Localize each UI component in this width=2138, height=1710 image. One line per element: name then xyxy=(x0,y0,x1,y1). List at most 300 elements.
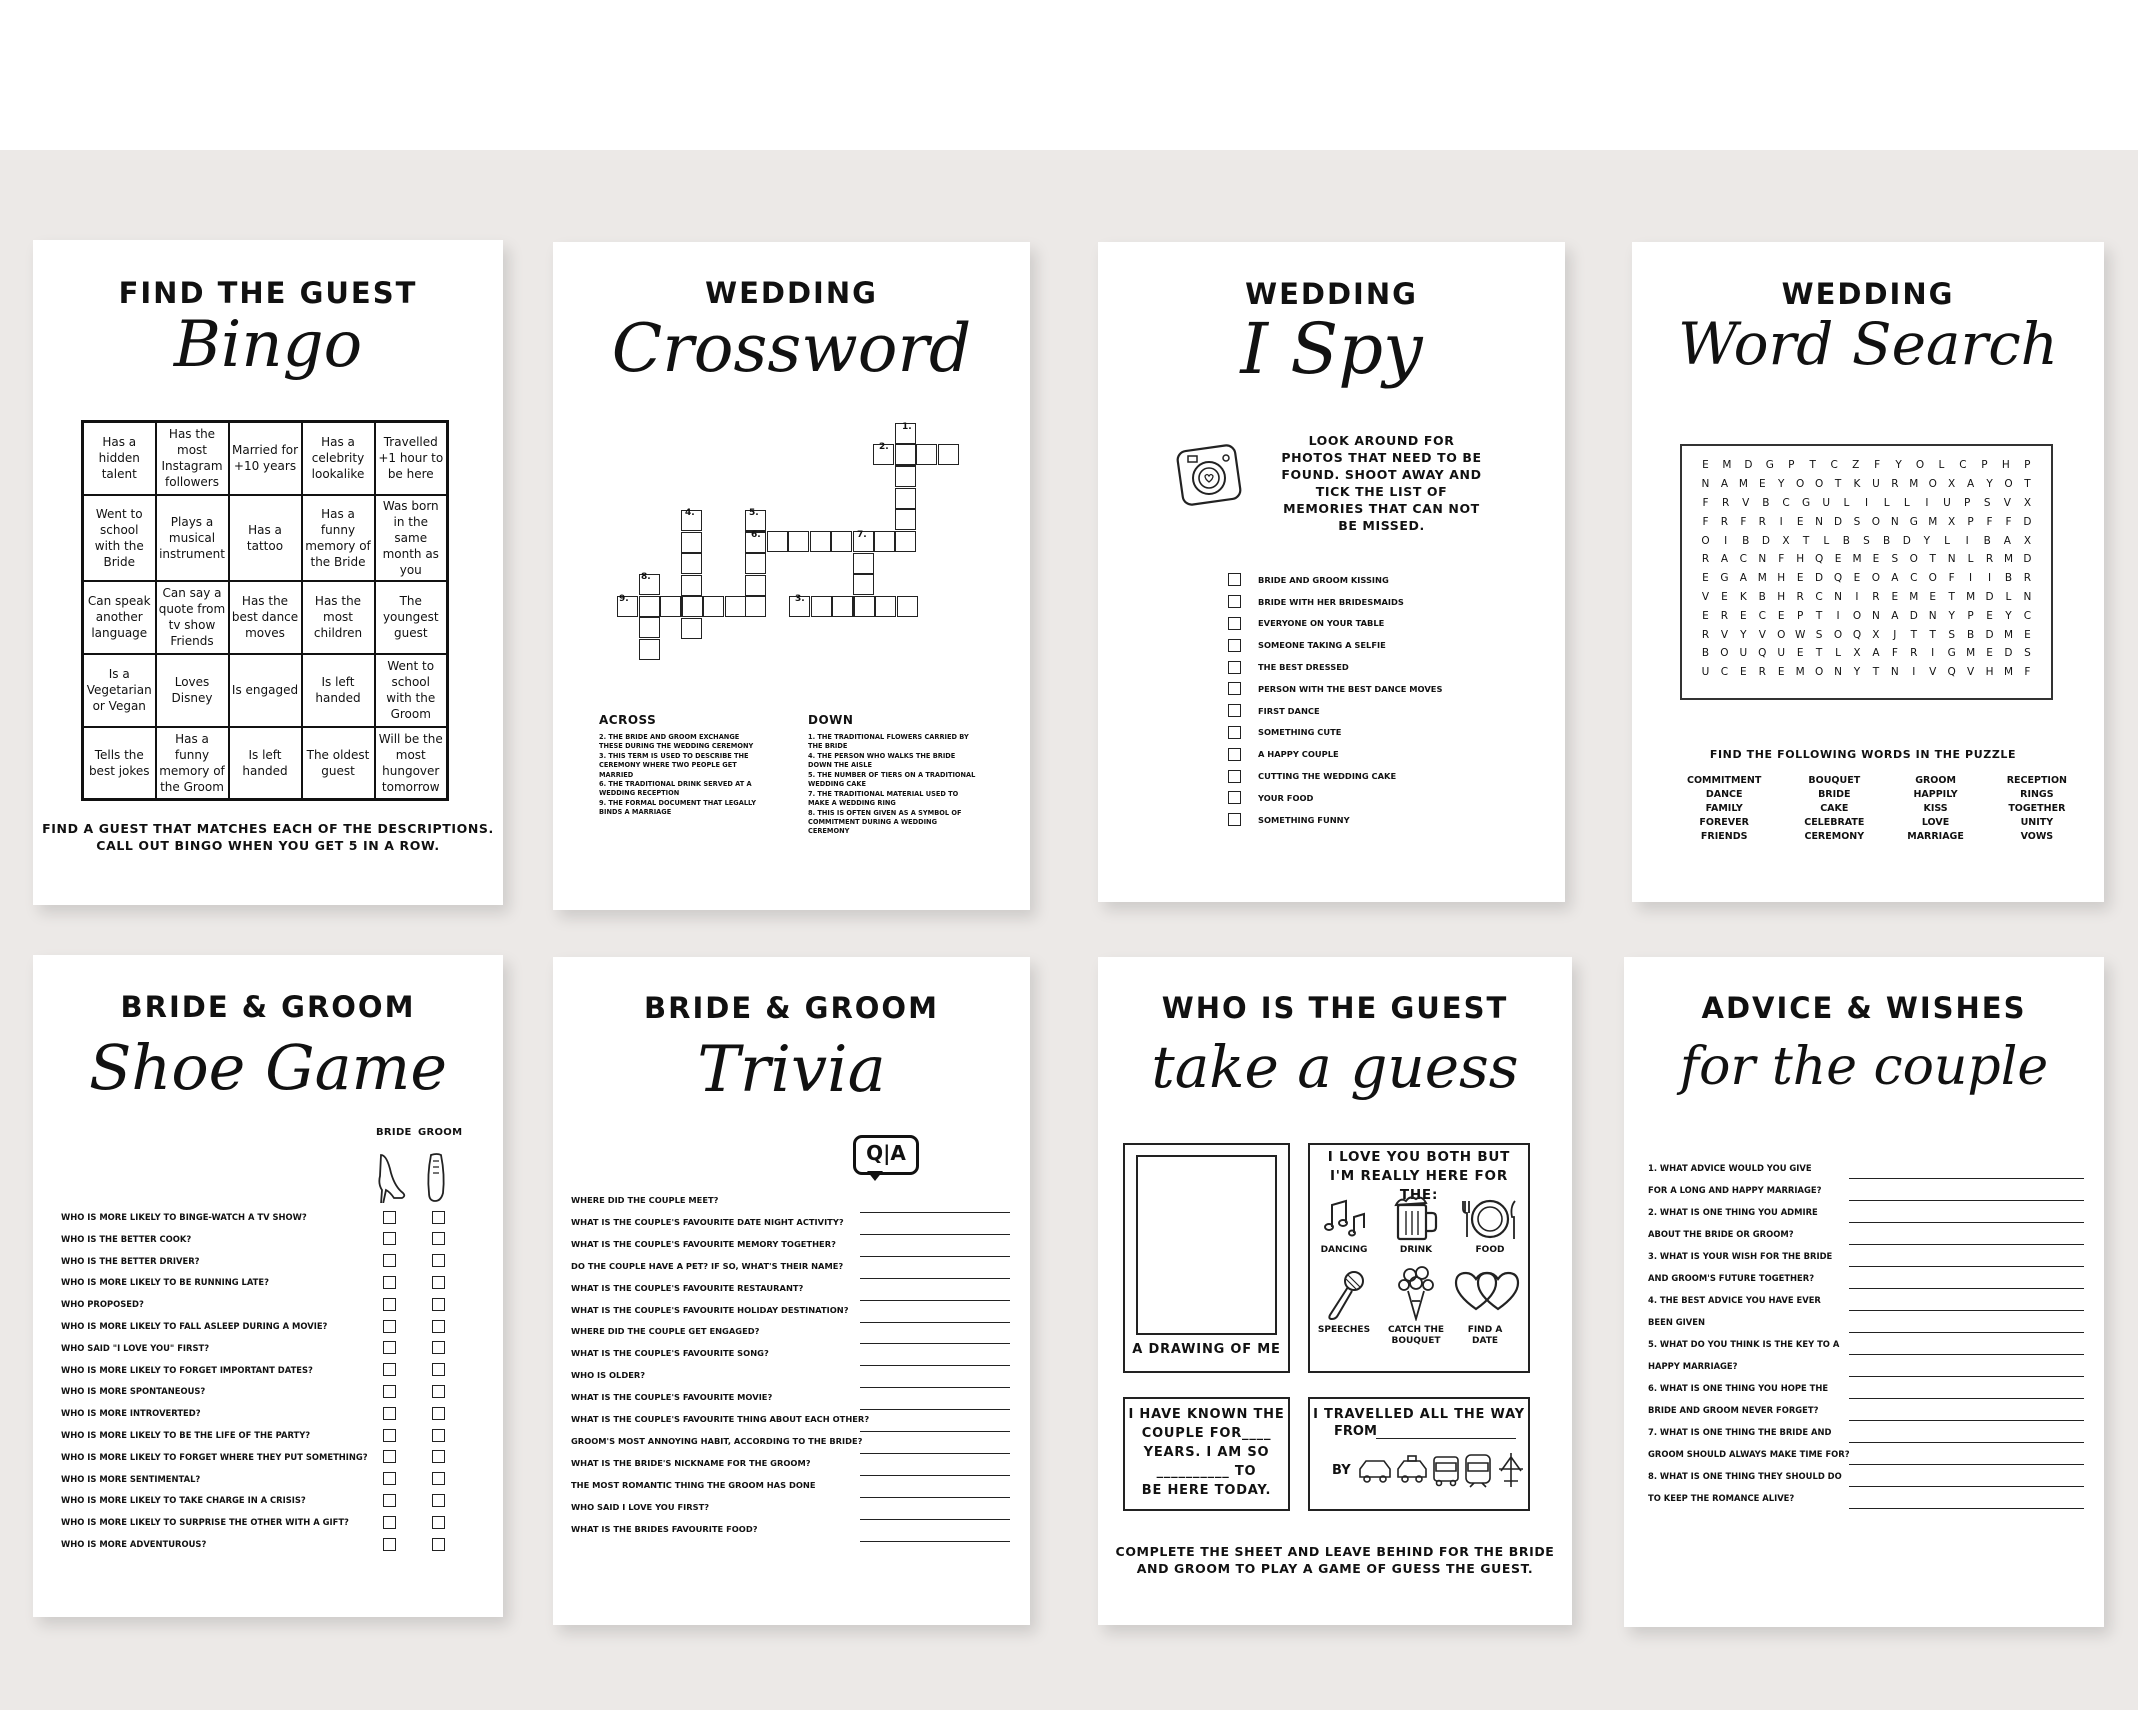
answer-line[interactable] xyxy=(1849,1178,2084,1179)
wordsearch-word: DANCE xyxy=(1705,789,1743,800)
advice-row xyxy=(1648,1295,2084,1317)
answer-line[interactable] xyxy=(860,1453,1010,1454)
bingo-cell: Has the best dance moves xyxy=(229,581,302,654)
wordsearch-row: E M D G P T C Z F Y O L C P H P xyxy=(1702,459,2031,472)
bride-checkbox[interactable] xyxy=(383,1298,396,1311)
trivia-title: BRIDE & GROOM xyxy=(644,991,939,1025)
advice-row xyxy=(1648,1427,2084,1449)
groom-checkbox[interactable] xyxy=(432,1472,445,1485)
ispy-item-label: YOUR FOOD xyxy=(1258,792,1314,803)
bride-checkbox[interactable] xyxy=(383,1494,396,1507)
trivia-question: DO THE COUPLE HAVE A PET? IF SO, WHAT'S THEIR NAME? xyxy=(571,1260,844,1271)
train-icon xyxy=(1466,1455,1490,1487)
shoegame-question: WHO IS MORE LIKELY TO FORGET IMPORTANT DATES? xyxy=(61,1364,313,1375)
answer-line[interactable] xyxy=(1849,1222,2084,1223)
answer-line[interactable] xyxy=(860,1322,1010,1323)
answer-line[interactable] xyxy=(1849,1310,2084,1311)
bingo-cell: Loves Disney xyxy=(156,654,229,727)
wordsearch-word: FAMILY xyxy=(1705,803,1743,814)
bingo-caption-2: CALL OUT BINGO WHEN YOU GET 5 IN A ROW. xyxy=(96,838,440,853)
wordsearch-word: BOUQUET xyxy=(1808,775,1861,786)
bride-checkbox[interactable] xyxy=(383,1320,396,1333)
icon-label-food: FOOD xyxy=(1475,1245,1505,1255)
wordsearch-word: VOWS xyxy=(2020,831,2054,842)
shoegame-question: WHO PROPOSED? xyxy=(61,1299,144,1310)
icon-label-catch-bouquet: CATCH THE BOUQUET xyxy=(1387,1325,1445,1346)
answer-line[interactable] xyxy=(860,1343,1010,1344)
shoegame-question: WHO IS MORE LIKELY TO TAKE CHARGE IN A CRISIS? xyxy=(61,1495,306,1506)
answer-line[interactable] xyxy=(860,1475,1010,1476)
trivia-row xyxy=(571,1217,1010,1239)
crossword-cell xyxy=(938,444,959,465)
checkbox[interactable] xyxy=(1228,704,1241,717)
bingo-card xyxy=(33,240,503,905)
trivia-row xyxy=(571,1458,1010,1480)
answer-line[interactable] xyxy=(1849,1244,2084,1245)
bride-checkbox[interactable] xyxy=(383,1254,396,1267)
answer-line[interactable] xyxy=(1849,1508,2084,1509)
crossword-cell xyxy=(725,596,746,617)
shoegame-question: WHO IS THE BETTER COOK? xyxy=(61,1233,192,1244)
bingo-cell: Is engaged xyxy=(229,654,302,727)
wordsearch-word: RINGS xyxy=(2020,789,2054,800)
bingo-cell: Has a hidden talent xyxy=(83,422,156,495)
answer-line[interactable] xyxy=(860,1365,1010,1366)
shoegame-row xyxy=(61,1511,475,1533)
bingo-row xyxy=(83,727,448,800)
wordsearch-find-title: FIND THE FOLLOWING WORDS IN THE PUZZLE xyxy=(1709,748,2017,761)
checkbox[interactable] xyxy=(1228,661,1241,674)
heel-shoe-icon xyxy=(375,1151,409,1203)
icon-label-find-date: FIND A DATE xyxy=(1467,1325,1503,1346)
bingo-grid xyxy=(81,420,449,801)
answer-line[interactable] xyxy=(1849,1464,2084,1465)
answer-line[interactable] xyxy=(1849,1332,2084,1333)
trivia-row xyxy=(571,1239,1010,1261)
bride-checkbox[interactable] xyxy=(383,1276,396,1289)
bride-checkbox[interactable] xyxy=(383,1211,396,1224)
beer-mug-icon xyxy=(1392,1195,1440,1243)
crossword-cell xyxy=(788,531,809,552)
advice-row xyxy=(1648,1449,2084,1471)
wordsearch-word-column xyxy=(1907,774,1964,844)
checkbox[interactable] xyxy=(1228,748,1241,761)
bingo-cell: Can say a quote from tv show Friends xyxy=(156,581,229,654)
ispy-item-label: THE BEST DRESSED xyxy=(1258,662,1349,673)
answer-line[interactable] xyxy=(860,1300,1010,1301)
groom-checkbox[interactable] xyxy=(432,1450,445,1463)
bride-checkbox[interactable] xyxy=(383,1472,396,1485)
wordsearch-row: O I B D X T L B S B D Y L I B A X xyxy=(1701,534,2032,547)
shoegame-question: WHO SAID "I LOVE YOU" FIRST? xyxy=(61,1342,210,1353)
crossword-cell xyxy=(811,596,832,617)
car-icon xyxy=(1360,1461,1390,1482)
answer-line[interactable] xyxy=(860,1278,1010,1279)
advice-row xyxy=(1648,1339,2084,1361)
ispy-script-title: I Spy xyxy=(1240,308,1423,390)
shoegame-row xyxy=(61,1271,475,1293)
down-clue: 5. THE NUMBER OF TIERS ON A TRADITIONAL WEDDING CAKE xyxy=(808,771,976,789)
ispy-item xyxy=(1228,722,1442,744)
crossword-cell xyxy=(895,531,916,552)
crossword-cell xyxy=(681,532,702,553)
crossword-number: 9. xyxy=(619,594,629,604)
trivia-question: WHAT IS THE COUPLE'S FAVOURITE SONG? xyxy=(571,1348,769,1359)
checkbox[interactable] xyxy=(1228,813,1241,826)
trivia-card xyxy=(553,957,1030,1625)
bingo-cell: Is left handed xyxy=(302,654,375,727)
groom-checkbox[interactable] xyxy=(432,1320,445,1333)
known-line-3: YEARS. I AM SO xyxy=(1143,1445,1270,1460)
ispy-item xyxy=(1228,743,1442,765)
shoegame-row xyxy=(61,1468,475,1490)
ispy-item xyxy=(1228,634,1442,656)
wordsearch-row: F R F R I E N D S O N G M X P F F D xyxy=(1702,515,2032,528)
bingo-cell: Has the most Instagram followers xyxy=(156,422,229,495)
trivia-question: WHAT IS THE COUPLE'S FAVOURITE DATE NIGHT ACTIVITY? xyxy=(571,1216,844,1227)
shoegame-row xyxy=(61,1446,475,1468)
trivia-row xyxy=(571,1524,1010,1546)
crossword-cell xyxy=(854,596,875,617)
groom-checkbox[interactable] xyxy=(432,1211,445,1224)
advice-row xyxy=(1648,1207,2084,1229)
guess-caption-1: COMPLETE THE SHEET AND LEAVE BEHIND FOR THE BRIDE xyxy=(1115,1544,1555,1559)
wordsearch-word: TOGETHER xyxy=(2008,803,2066,814)
answer-line[interactable] xyxy=(1849,1442,2084,1443)
bride-checkbox[interactable] xyxy=(383,1407,396,1420)
bingo-cell: Is left handed xyxy=(229,727,302,800)
trivia-question: WHAT IS THE COUPLE'S FAVOURITE RESTAURANT? xyxy=(571,1282,804,1293)
trivia-row xyxy=(571,1436,1010,1458)
wordsearch-word: FOREVER xyxy=(1699,817,1749,828)
across-clue: 3. THIS TERM IS USED TO DESCRIBE THE CEREMONY WHERE TWO PEOPLE GET MARRIED xyxy=(599,752,749,779)
checkbox[interactable] xyxy=(1228,791,1241,804)
wordsearch-script-title: Word Search xyxy=(1677,310,2059,378)
bride-checkbox[interactable] xyxy=(383,1429,396,1442)
transport-icons xyxy=(1358,1451,1526,1489)
bingo-row xyxy=(83,495,448,581)
answer-line[interactable] xyxy=(860,1234,1010,1235)
ispy-item-label: FIRST DANCE xyxy=(1258,705,1320,716)
wordsearch-row: F R V B C G U L I L L I U P S V X xyxy=(1702,496,2032,509)
trivia-question: WHAT IS THE BRIDE'S NICKNAME FOR THE GROOM? xyxy=(571,1457,811,1468)
wordsearch-row: R A C N F H Q E M E S O T N L R M D xyxy=(1701,553,2032,566)
answer-line[interactable] xyxy=(1849,1354,2084,1355)
trivia-question: WHAT IS THE BRIDES FAVOURITE FOOD? xyxy=(571,1523,758,1534)
advice-row xyxy=(1648,1361,2084,1383)
shoegame-script-title: Shoe Game xyxy=(88,1031,448,1104)
crossword-cell xyxy=(916,444,937,465)
checkbox[interactable] xyxy=(1228,682,1241,695)
ispy-item xyxy=(1228,591,1442,613)
wordsearch-word-column xyxy=(2007,774,2067,844)
bingo-script-title: Bingo xyxy=(173,308,363,382)
shoegame-row xyxy=(61,1424,475,1446)
advice-script-title: for the couple xyxy=(1679,1037,2049,1097)
advice-question: 5. WHAT DO YOU THINK IS THE KEY TO A xyxy=(1648,1339,1840,1349)
bride-checkbox[interactable] xyxy=(383,1538,396,1551)
travel-box xyxy=(1308,1397,1530,1511)
checkbox[interactable] xyxy=(1228,770,1241,783)
shoegame-title: BRIDE & GROOM xyxy=(120,990,416,1024)
crossword-title: WEDDING xyxy=(705,276,878,310)
shoegame-row xyxy=(61,1228,475,1250)
crossword-number: 3. xyxy=(795,594,805,604)
shoegame-question: WHO IS MORE LIKELY TO BE RUNNING LATE? xyxy=(61,1277,269,1288)
groom-checkbox[interactable] xyxy=(432,1385,445,1398)
music-notes-icon xyxy=(1324,1197,1368,1237)
trivia-row xyxy=(571,1480,1010,1502)
advice-question: FOR A LONG AND HAPPY MARRIAGE? xyxy=(1648,1185,1822,1195)
trivia-question: WHO SAID I LOVE YOU FIRST? xyxy=(571,1501,710,1512)
shoegame-question: WHO IS MORE LIKELY TO BINGE-WATCH A TV SHOW? xyxy=(61,1212,307,1222)
answer-line[interactable] xyxy=(860,1387,1010,1388)
answer-line[interactable] xyxy=(1849,1266,2084,1267)
checkbox[interactable] xyxy=(1228,573,1241,586)
answer-line[interactable] xyxy=(860,1541,1010,1542)
advice-question: GROOM SHOULD ALWAYS MAKE TIME FOR? xyxy=(1648,1449,1850,1459)
answer-line[interactable] xyxy=(1849,1486,2084,1487)
crossword-cell xyxy=(639,596,660,617)
bingo-row xyxy=(83,422,448,495)
advice-row xyxy=(1648,1251,2084,1273)
crossword-cell xyxy=(681,553,702,574)
here-for-box xyxy=(1308,1143,1530,1373)
advice-question: 4. THE BEST ADVICE YOU HAVE EVER xyxy=(1648,1295,1821,1305)
trivia-row xyxy=(571,1414,1010,1436)
wordsearch-word-column xyxy=(1804,774,1864,844)
answer-line[interactable] xyxy=(860,1212,1010,1213)
crossword-cell xyxy=(853,553,874,574)
answer-line[interactable] xyxy=(1849,1288,2084,1289)
icon-label-drink: DRINK xyxy=(1399,1245,1433,1255)
shoegame-question: WHO IS MORE LIKELY TO FALL ASLEEP DURING A MOVIE? xyxy=(61,1321,328,1331)
shoegame-question: WHO IS MORE LIKELY TO FORGET WHERE THEY PUT SOMETHING? xyxy=(61,1451,368,1462)
advice-title: ADVICE & WISHES xyxy=(1701,991,2027,1025)
trivia-question: WHERE DID THE COUPLE MEET? xyxy=(571,1195,719,1205)
crossword-cell xyxy=(745,553,766,574)
shoegame-question: WHO IS MORE SENTIMENTAL? xyxy=(61,1473,201,1484)
shoegame-question: WHO IS MORE LIKELY TO SURPRISE THE OTHER WITH A GIFT? xyxy=(61,1517,349,1528)
answer-line[interactable] xyxy=(860,1256,1010,1257)
bride-checkbox[interactable] xyxy=(383,1232,396,1245)
groom-column-label: GROOM xyxy=(418,1127,463,1138)
wordsearch-row: E R E C E P T I O N A D N Y P E Y C xyxy=(1702,609,2032,622)
crossword-cell xyxy=(810,531,831,552)
guess-caption-2: AND GROOM TO PLAY A GAME OF GUESS THE GUEST. xyxy=(1136,1561,1534,1576)
ispy-item xyxy=(1228,809,1442,831)
advice-question: 6. WHAT IS ONE THING YOU HOPE THE xyxy=(1648,1383,1829,1393)
crossword-cell xyxy=(897,596,918,617)
answer-line[interactable] xyxy=(1849,1200,2084,1201)
advice-question: BRIDE AND GROOM NEVER FORGET? xyxy=(1648,1405,1819,1415)
bride-checkbox[interactable] xyxy=(383,1450,396,1463)
checkbox[interactable] xyxy=(1228,617,1241,630)
advice-row xyxy=(1648,1317,2084,1339)
ispy-item xyxy=(1228,765,1442,787)
ispy-item-label: SOMETHING FUNNY xyxy=(1258,814,1350,825)
across-heading: ACROSS xyxy=(599,713,657,727)
groom-checkbox[interactable] xyxy=(432,1254,445,1267)
known-line-5: BE HERE TODAY. xyxy=(1141,1483,1272,1498)
bingo-cell: Was born in the same month as you xyxy=(375,495,448,581)
guess-script-title: take a guess xyxy=(1151,1033,1519,1101)
groom-checkbox[interactable] xyxy=(432,1407,445,1420)
wordsearch-row: E G A M H E D Q E O A C O F I I B R xyxy=(1702,572,2032,585)
crossword-cell xyxy=(895,509,916,530)
bus-icon xyxy=(1434,1457,1458,1486)
trivia-row xyxy=(571,1195,1010,1217)
bride-checkbox[interactable] xyxy=(383,1341,396,1354)
ispy-item-label: CUTTING THE WEDDING CAKE xyxy=(1258,771,1397,782)
trivia-question: WHAT IS THE COUPLE'S FAVOURITE MEMORY TOGETHER? xyxy=(571,1238,836,1249)
icon-label-speeches: SPEECHES xyxy=(1317,1325,1371,1335)
advice-question: 3. WHAT IS YOUR WISH FOR THE BRIDE xyxy=(1648,1251,1833,1261)
shoegame-question: WHO IS MORE LIKELY TO BE THE LIFE OF THE PARTY? xyxy=(61,1430,311,1440)
shoegame-row xyxy=(61,1380,475,1402)
known-line-2: COUPLE FOR____ xyxy=(1141,1426,1272,1441)
qa-speech-icon xyxy=(853,1135,919,1181)
crossword-number: 1. xyxy=(902,422,912,432)
drawing-label: A DRAWING OF ME xyxy=(1132,1342,1281,1357)
ispy-item-label: SOMEONE TAKING A SELFIE xyxy=(1258,640,1386,651)
crossword-cell xyxy=(832,596,853,617)
groom-checkbox[interactable] xyxy=(432,1363,445,1376)
ispy-item xyxy=(1228,700,1442,722)
advice-question: 8. WHAT IS ONE THING THEY SHOULD DO xyxy=(1648,1471,1842,1481)
wordsearch-word: RECEPTION xyxy=(2006,775,2067,786)
answer-line[interactable] xyxy=(1849,1398,2084,1399)
bingo-cell: Is a Vegetarian or Vegan xyxy=(83,654,156,727)
bingo-cell: Went to school with the Groom xyxy=(375,654,448,727)
travel-by-label: BY xyxy=(1332,1463,1351,1478)
groom-checkbox[interactable] xyxy=(432,1538,445,1551)
trivia-script-title: Trivia xyxy=(697,1033,886,1107)
across-clue: 9. THE FORMAL DOCUMENT THAT LEGALLY BINDS A MARRIAGE xyxy=(599,799,756,817)
checkbox[interactable] xyxy=(1228,726,1241,739)
shoegame-row xyxy=(61,1402,475,1424)
wordsearch-title: WEDDING xyxy=(1781,277,1955,311)
wordsearch-row: V E K B H R C N I R E M E T M D L N xyxy=(1701,590,2032,603)
crossword-cell xyxy=(681,618,702,639)
crossword-cell xyxy=(660,596,681,617)
bride-checkbox[interactable] xyxy=(383,1516,396,1529)
advice-question: 7. WHAT IS ONE THING THE BRIDE AND xyxy=(1648,1427,1832,1437)
answer-line[interactable] xyxy=(860,1409,1010,1410)
bingo-caption-1: FIND A GUEST THAT MATCHES EACH OF THE DESCRIPTIONS. xyxy=(42,821,494,836)
wordsearch-card xyxy=(1632,242,2104,902)
crossword-number: 8. xyxy=(641,572,651,582)
bingo-row xyxy=(83,581,448,654)
trivia-row xyxy=(571,1283,1010,1305)
answer-line[interactable] xyxy=(860,1497,1010,1498)
wordsearch-row: R V Y V O W S O Q X J T T S B D M E xyxy=(1701,628,2031,641)
crossword-cell xyxy=(639,639,660,660)
bride-checkbox[interactable] xyxy=(383,1385,396,1398)
wordsearch-word-column xyxy=(1687,774,1761,844)
crossword-cell xyxy=(895,488,916,509)
bingo-cell: Has the most children xyxy=(302,581,375,654)
camera-icon xyxy=(1176,438,1244,508)
advice-row xyxy=(1648,1185,2084,1207)
advice-row xyxy=(1648,1273,2084,1295)
advice-question: AND GROOM'S FUTURE TOGETHER? xyxy=(1648,1273,1815,1283)
answer-line[interactable] xyxy=(860,1519,1010,1520)
checkbox[interactable] xyxy=(1228,639,1241,652)
groom-checkbox[interactable] xyxy=(432,1298,445,1311)
crossword-cell xyxy=(681,575,702,596)
down-clue: 7. THE TRADITIONAL MATERIAL USED TO MAKE A WEDDING RING xyxy=(808,789,959,808)
ispy-item-label: BRIDE WITH HER BRIDESMAIDS xyxy=(1258,596,1404,607)
bingo-cell: Has a tattoo xyxy=(229,495,302,581)
wordsearch-row: B O U Q U E T L X A F R I G M E D S xyxy=(1701,647,2031,660)
answer-line[interactable] xyxy=(1849,1376,2084,1377)
wordsearch-row: U C E R E M O N Y T N I V Q V H M F xyxy=(1701,666,2031,679)
crossword-number: 7. xyxy=(857,530,867,540)
trivia-row xyxy=(571,1261,1010,1283)
icon-label-dancing: DANCING xyxy=(1320,1245,1368,1255)
down-heading: DOWN xyxy=(808,713,854,727)
groom-checkbox[interactable] xyxy=(432,1516,445,1529)
groom-checkbox[interactable] xyxy=(432,1276,445,1289)
advice-question: TO KEEP THE ROMANCE ALIVE? xyxy=(1648,1493,1795,1503)
advice-question: HAPPY MARRIAGE? xyxy=(1648,1361,1738,1371)
bingo-cell: Married for +10 years xyxy=(229,422,302,495)
ispy-item xyxy=(1228,678,1442,700)
guess-card xyxy=(1098,957,1572,1625)
crossword-number: 5. xyxy=(749,508,759,518)
crossword-cell xyxy=(703,596,724,617)
crossword-cell xyxy=(853,574,874,595)
shoegame-question: WHO IS MORE ADVENTUROUS? xyxy=(61,1539,207,1549)
known-couple-box xyxy=(1123,1397,1290,1511)
crossword-cell xyxy=(639,617,660,638)
checkbox[interactable] xyxy=(1228,595,1241,608)
advice-question: 2. WHAT IS ONE THING YOU ADMIRE xyxy=(1648,1207,1818,1217)
groom-checkbox[interactable] xyxy=(432,1429,445,1442)
advice-question: 1. WHAT ADVICE WOULD YOU GIVE xyxy=(1648,1163,1812,1173)
crossword-card xyxy=(553,242,1030,910)
wordsearch-word: CEREMONY xyxy=(1804,831,1865,842)
ispy-card xyxy=(1098,242,1565,902)
groom-checkbox[interactable] xyxy=(432,1341,445,1354)
across-clues xyxy=(599,713,764,818)
advice-row xyxy=(1648,1471,2084,1493)
trivia-question: WHERE DID THE COUPLE GET ENGAGED? xyxy=(571,1326,760,1337)
plane-icon xyxy=(1499,1453,1523,1487)
taxi-icon xyxy=(1398,1456,1426,1482)
down-clue: 8. THIS IS OFTEN GIVEN AS A SYMBOL OF COMMITMENT DURING A WEDDING CEREMONY xyxy=(808,808,962,836)
trivia-row xyxy=(571,1502,1010,1524)
groom-checkbox[interactable] xyxy=(432,1232,445,1245)
bouquet-icon xyxy=(1394,1263,1440,1321)
here-for-text: I LOVE YOU BOTH BUT I'M REALLY HERE FOR THE: xyxy=(1327,1149,1511,1203)
shoegame-question: WHO IS MORE SPONTANEOUS? xyxy=(61,1386,206,1397)
crossword-cell xyxy=(682,596,703,617)
answer-line[interactable] xyxy=(860,1431,1010,1432)
bingo-cell: Plays a musical instrument xyxy=(156,495,229,581)
down-clue: 1. THE TRADITIONAL FLOWERS CARRIED BY THE BRIDE xyxy=(808,733,969,751)
bride-checkbox[interactable] xyxy=(383,1363,396,1376)
down-clue: 4. THE PERSON WHO WALKS THE BRIDE DOWN THE AISLE xyxy=(808,752,956,770)
groom-checkbox[interactable] xyxy=(432,1494,445,1507)
answer-line[interactable] xyxy=(1849,1420,2084,1421)
advice-row xyxy=(1648,1163,2084,1185)
advice-row xyxy=(1648,1383,2084,1405)
ispy-item-label: PERSON WITH THE BEST DANCE MOVES xyxy=(1258,683,1443,694)
wordsearch-word: CAKE xyxy=(1820,803,1849,814)
shoegame-row xyxy=(61,1315,475,1337)
